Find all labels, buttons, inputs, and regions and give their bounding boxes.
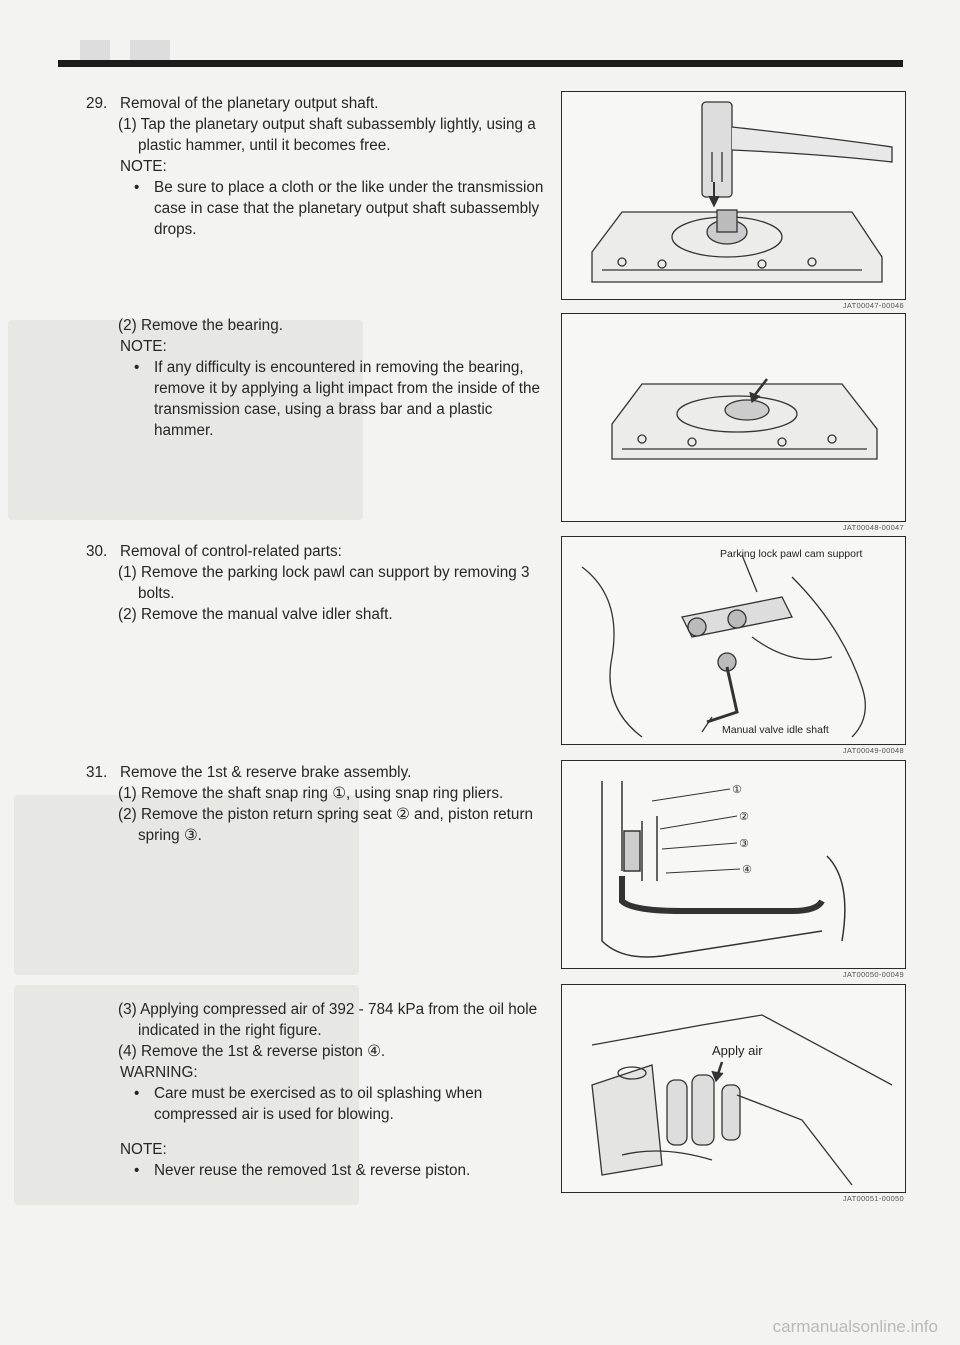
figure-bearing — [561, 313, 906, 522]
step-number: 30. — [86, 543, 108, 560]
sub-step: (1) Tap the planetary output shaft subassembly lightly, using a plastic hammer, until it becomes free. — [118, 116, 536, 154]
label-manual-valve: Manual valve idle shaft — [722, 724, 829, 736]
step-title: Removal of control-related parts: — [120, 543, 342, 560]
figure-drawing — [562, 985, 905, 1192]
label-apply-air: Apply air — [712, 1043, 763, 1058]
sub-step: (2) Remove the piston return spring seat ② and, piston return spring ③. — [118, 806, 534, 844]
header-rule — [58, 60, 903, 67]
figure-drawing — [562, 761, 905, 968]
label-callout-3: ③ — [739, 837, 749, 850]
figure-drawing — [562, 314, 905, 521]
figure-code: JAT00047-00046 — [842, 301, 904, 310]
figure-snap-ring — [561, 760, 906, 969]
note-bullet: • Never reuse the removed 1st & reverse piston. — [86, 1160, 552, 1181]
figure-code: JAT00049-00048 — [842, 746, 904, 755]
sub-step: (1) Remove the parking lock pawl can support by removing 3 bolts. — [118, 564, 530, 602]
step-title: Remove the 1st & reserve brake assembly. — [120, 764, 412, 781]
section-29 — [86, 93, 552, 240]
section-30 — [86, 541, 552, 625]
sub-step: (2) Remove the manual valve idler shaft. — [118, 606, 393, 623]
watermark: carmanualsonline.info — [772, 1317, 938, 1336]
figure-parking-lock — [561, 536, 906, 745]
step-number: 29. — [86, 95, 108, 112]
sub-step: (3) Applying compressed air of 392 - 784 kPa from the oil hole indicated in the right figure. — [118, 1001, 538, 1039]
sub-step: (1) Remove the shaft snap ring ①, using snap ring pliers. — [118, 785, 504, 802]
label-parking-lock-pawl: Parking lock pawl cam support — [720, 548, 863, 560]
note-label: NOTE: — [120, 338, 167, 355]
note-bullet: • If any difficulty is encountered in removing the bearing, remove it by applying a light impact from the inside of the transmission case, using a brass bar and a plastic hammer. — [86, 357, 552, 441]
sub-step: (2) Remove the bearing. — [118, 317, 283, 334]
figure-hammer-tap — [561, 91, 906, 300]
warning-bullet: • Care must be exercised as to oil splashing when compressed air is used for blowing. — [86, 1083, 552, 1125]
note-label: NOTE: — [120, 158, 167, 175]
sub-step: (4) Remove the 1st & reverse piston ④. — [118, 1043, 386, 1060]
figure-code: JAT00048-00047 — [842, 523, 904, 532]
header-fragment — [80, 40, 110, 60]
section-31 — [86, 762, 552, 846]
note-label: NOTE: — [120, 1141, 167, 1158]
label-callout-4: ④ — [742, 863, 752, 876]
figure-code: JAT00050-00049 — [842, 970, 904, 979]
label-callout-1: ① — [732, 783, 742, 796]
figure-code: JAT00051-00050 — [842, 1194, 904, 1203]
figure-drawing — [562, 92, 905, 299]
section-29-bearing — [86, 315, 552, 441]
note-bullet: • Be sure to place a cloth or the like under the transmission case in case that the planetary output shaft subassembly drops. — [86, 177, 552, 240]
label-callout-2: ② — [739, 810, 749, 823]
warning-label: WARNING: — [120, 1064, 198, 1081]
figure-drawing — [562, 537, 905, 744]
header-fragment — [130, 40, 170, 60]
figure-apply-air — [561, 984, 906, 1193]
step-title: Removal of the planetary output shaft. — [120, 95, 379, 112]
section-31-piston — [86, 999, 552, 1181]
step-number: 31. — [86, 764, 108, 781]
